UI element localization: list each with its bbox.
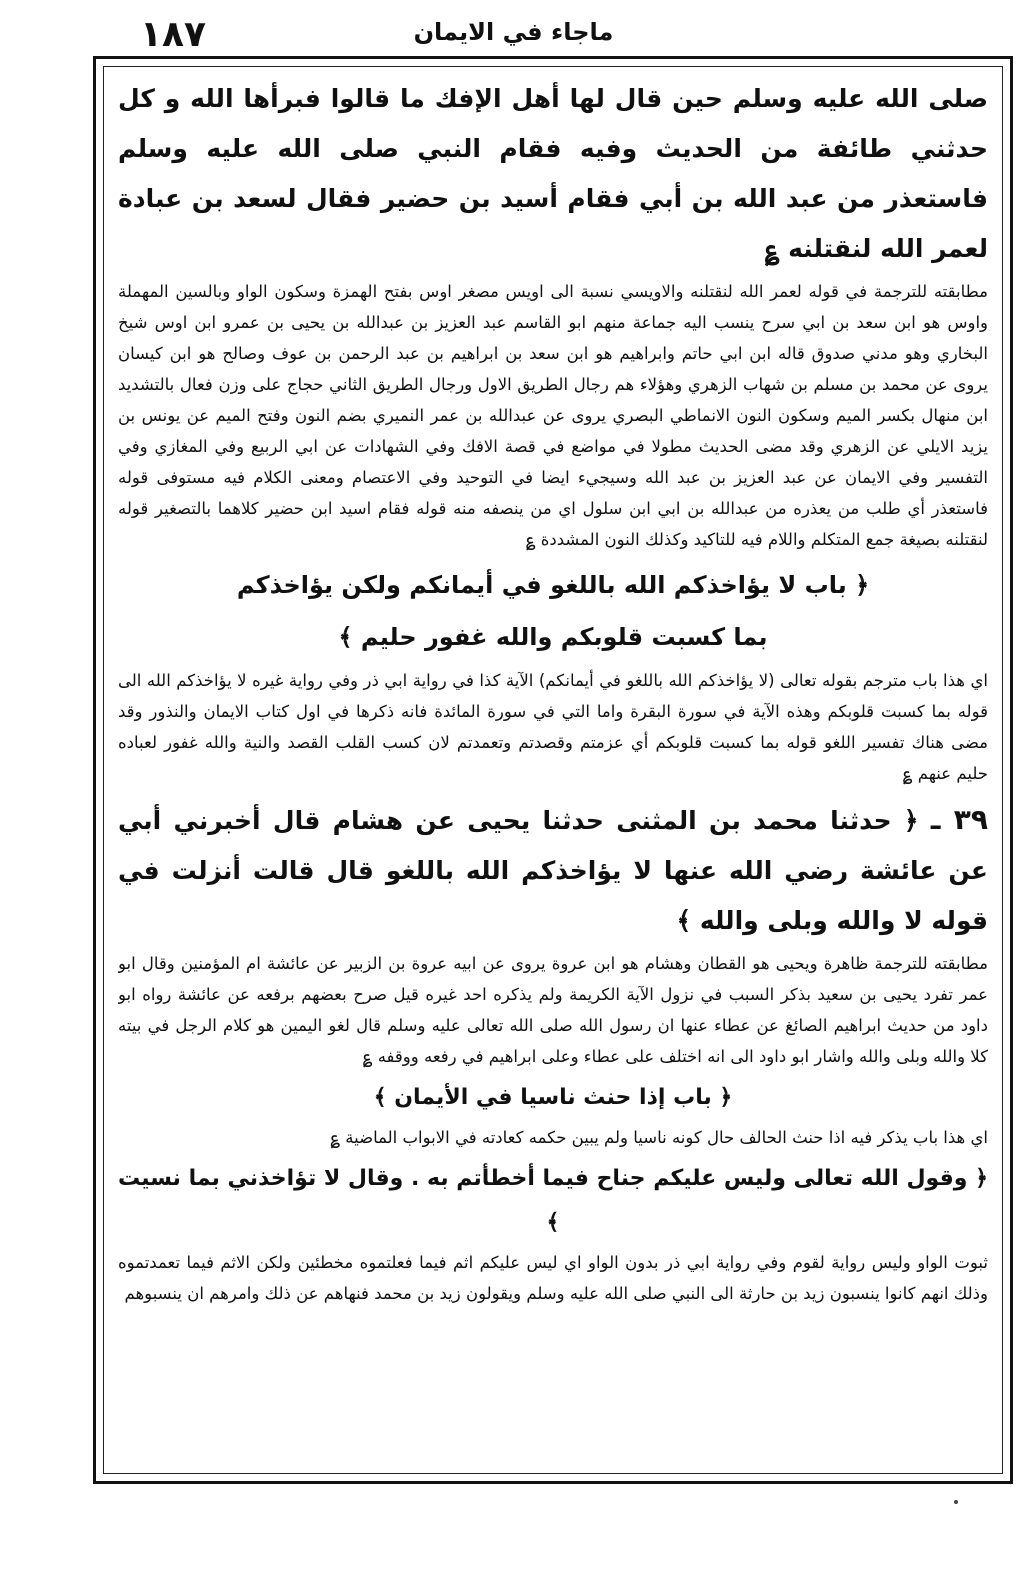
hadith-opening: صلى الله عليه وسلم حين قال لها أهل الإفك ما قالوا فبرأها الله و كل حدثني طائفة من الحديث وفيه فقام النبي صلى الله عليه وسلم فاستعذر من عبد الله بن أبي فقام أسيد بن حضير فقال لسعد بن عبادة لعمر الله لنقتلنه ؏: [118, 84, 988, 263]
commentary-paragraph: اي هذا باب مترجم بقوله تعالى (لا يؤاخذكم الله باللغو في أيمانكم) الآية كذا في رواية ابي ذر وفي رواية غيره لا يؤاخذكم الله الى قوله بما كسبت قلوبكم وهذه الآية في سورة البقرة واما التي في سورة المائدة فانه ذكرها في اول كتاب الايمان والنذور وقد مضى هناك تفسير اللغو قوله بما كسبت قلوبكم أي عزمتم وقصدتم وتعمدتم لان كسب القلب القصد والنية والله غفور لعباده حليم عنهم ؏: [118, 671, 988, 783]
hadith-number: ٣٩ ـ: [930, 803, 988, 836]
commentary-paragraph: مطابقته للترجمة في قوله لعمر الله لنقتلنه والاويسي نسبة الى اويس مصغر اوس بفتح الهمزة وسكون الواو وبالسين المهملة واوس هو ابن سعد بن ابي سرح ينسب اليه جماعة منهم ابو القاسم عبد العزيز بن عبدالله بن يحيى بن عمرو ابن اوس شيخ البخاري وهو مدني صدوق قاله ابن ابي حاتم وابراهيم هو ابن سعد بن ابراهيم بن عبد الرحمن بن عوف وصالح هو ابن كيسان يروى عن محمد بن مسلم بن شهاب الزهري وهؤلاء هم رجال الطريق الاول ورجال الطريق الثاني حجاج على وزن فعال بالتشديد ابن منهال بكسر الميم وسكون النون الانماطي البصري يروى عن عبدالله بن عمر النميري بضم النون وفتح الميم عن يونس بن يزيد الايلي عن الزهري وقد مضى الحديث مطولا في مواضع في قصة الافك وفي الشهادات عن ابي الربيع وفي المغازي وفي التفسير وفي الايمان عن عبد العزيز بن عبد الله وسيجيء ايضا في التوحيد وفي الاعتصام ومعنى الكلام فيه مستوفى قوله فاستعذر أي طلب من يعذره من عبدالله بن ابي ابن سلول اي من ينصفه منه قوله فقام اسيد ابن حضير كلاهما بالتصغير قوله لنقتلنه بصيغة جمع المتكلم واللام فيه للتاكيد وكذلك النون المشددة ؏: [118, 282, 988, 549]
page-number: ١٨٧: [140, 14, 206, 55]
quranic-verse: ﴿ وقول الله تعالى وليس عليكم جناح فيما أخطأتم به . وقال لا تؤاخذني بما نسيت ﴾: [118, 1166, 988, 1235]
chapter-heading-line: بما كسبت قلوبكم والله غفور حليم ﴾: [338, 623, 768, 651]
hadith-text: ﴿ حدثنا محمد بن المثنى حدثنا يحيى عن هشام قال أخبرني أبي عن عائشة رضي الله عنها لا يؤاخذكم الله باللغو قال قالت أنزلت في قوله لا والله وبلى والله ﴾: [118, 806, 988, 935]
chapter-heading-line: ﴿ باب لا يؤاخذكم الله باللغو في أيمانكم ولكن يؤاخذكم: [236, 571, 870, 599]
commentary-paragraph: ثبوت الواو وليس رواية لقوم وفي رواية ابي ذر بدون الواو اي ليس عليكم اثم فيما فعلتموه مخطئين ولكن الاثم فيما تعمدتموه وذلك انهم كانوا ينسبون زيد بن حارثة الى النبي صلى الله عليه وسلم ويقولون زيد بن محمد فنهاهم عن ذلك وامرهم ان ينسبوهم: [118, 1253, 988, 1303]
chapter-heading: ﴿ باب إذا حنث ناسيا في الأيمان ﴾: [373, 1085, 733, 1110]
hadith-39: [118, 795, 988, 946]
running-head: ماجاء في الايمان: [413, 18, 614, 46]
scan-speck: [954, 1500, 958, 1504]
commentary-paragraph: اي هذا باب يذكر فيه اذا حنث الحالف حال كونه ناسيا ولم يبين حكمه كعادته في الابواب الماضية ؏: [330, 1128, 988, 1147]
page-body: [118, 74, 988, 1474]
commentary-paragraph: مطابقته للترجمة ظاهرة ويحيى هو القطان وهشام هو ابن عروة يروى عن ابيه عروة بن الزبير عن عائشة ام المؤمنين وقال ابو عمر تفرد يحيى بن سعيد بذكر السبب في نزول الآية الكريمة ولم يذكره احد غيره قيل صرح بعضهم برفعه عن عائشة رواه ابو داود من حديث ابراهيم الصائغ عن عطاء عنها ان رسول الله صلى الله تعالى عليه وسلم قال لغو اليمين هو كلام الرجل في بيته كلا والله وبلى والله واشار ابو داود الى انه اختلف على عطاء وعلى ابراهيم في رفعه ووقفه ؏: [118, 954, 988, 1066]
